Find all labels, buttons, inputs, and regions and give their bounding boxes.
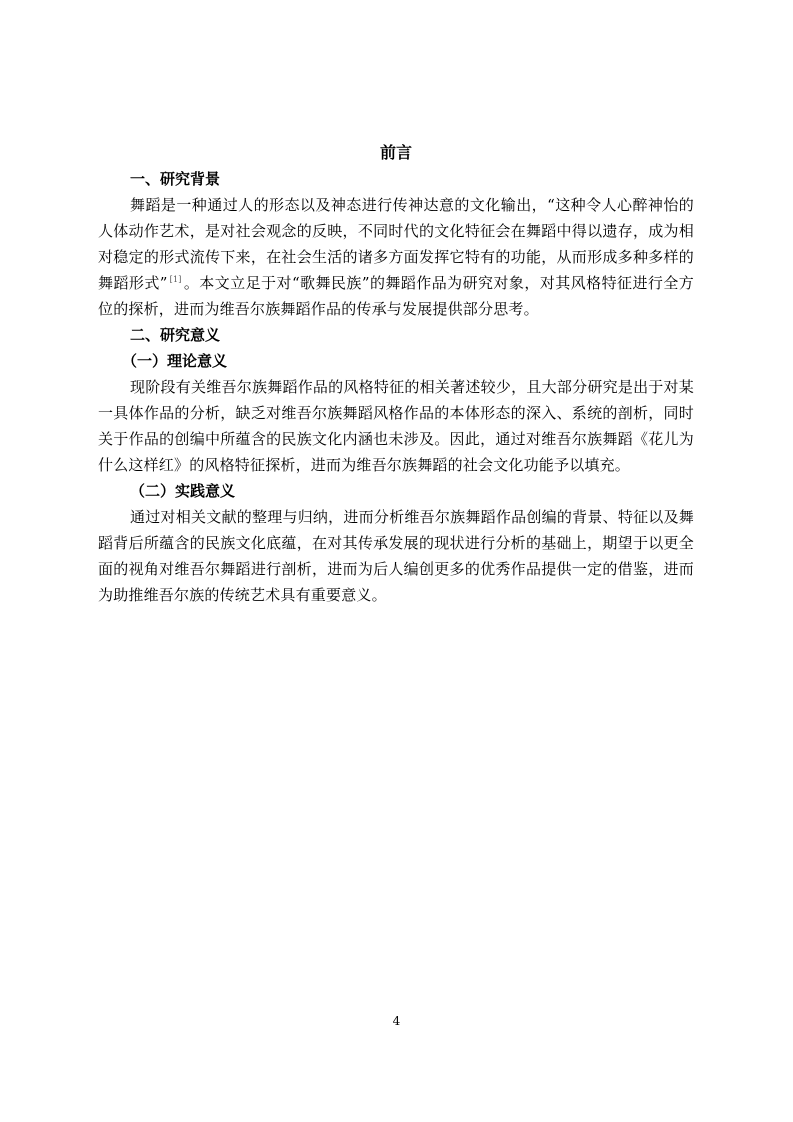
section-heading-significance: 二、研究意义 xyxy=(130,326,221,344)
page-number: 4 xyxy=(392,1014,401,1028)
subsection-heading-practice: （二）实践意义 xyxy=(130,482,236,500)
paragraph-theory: 现阶段有关维吾尔族舞蹈作品的风格特征的相关著述较少，且大部分研究是出于对某一具体作品的分析，缺乏对维吾尔族舞蹈风格作品的本体形态的深入、系统的剖析，同时关于作品的创编中所蕴含的民族文化内涵也未涉及。因此，通过对维吾尔族舞蹈《花儿为什么这样红》的风格特征探析，进而为维吾尔族舞蹈的社会文化功能予以填充。 xyxy=(98,378,694,474)
paragraph-practice: 通过对相关文献的整理与归纳，进而分析维吾尔族舞蹈作品创编的背景、特征以及舞蹈背后所蕴含的民族文化底蕴，在对其传承发展的现状进行分析的基础上，期望于以更全面的视角对维吾尔舞蹈进行剖析，进而为后人编创更多的优秀作品提供一定的借鉴，进而为助推维吾尔族的传统艺术具有重要意义。 xyxy=(98,508,694,604)
subsection-heading-theory: （一）理论意义 xyxy=(122,352,228,370)
citation-marker: [1] xyxy=(169,275,182,284)
paragraph-background-text-2: 。本文立足于对“歌舞民族”的舞蹈作品为研究对象，对其风格特征进行全方位的探析，进而为维吾尔族舞蹈作品的传承与发展提供部分思考。 xyxy=(98,274,695,318)
paragraph-background-text-1: 舞蹈是一种通过人的形态以及神态进行传神达意的文化输出，“这种令人心醉神怡的人体动作艺术，是对社会观念的反映，不同时代的文化特征会在舞蹈中得以遗存，成为相对稳定的形式流传下来，在社会生活的诸多方面发挥它特有的功能，从而形成多种多样的舞蹈形式” xyxy=(98,196,694,292)
paragraph-background xyxy=(98,192,694,322)
page-content xyxy=(98,140,694,608)
section-heading-background: 一、研究背景 xyxy=(130,170,221,188)
page-title: 前言 xyxy=(379,143,412,162)
